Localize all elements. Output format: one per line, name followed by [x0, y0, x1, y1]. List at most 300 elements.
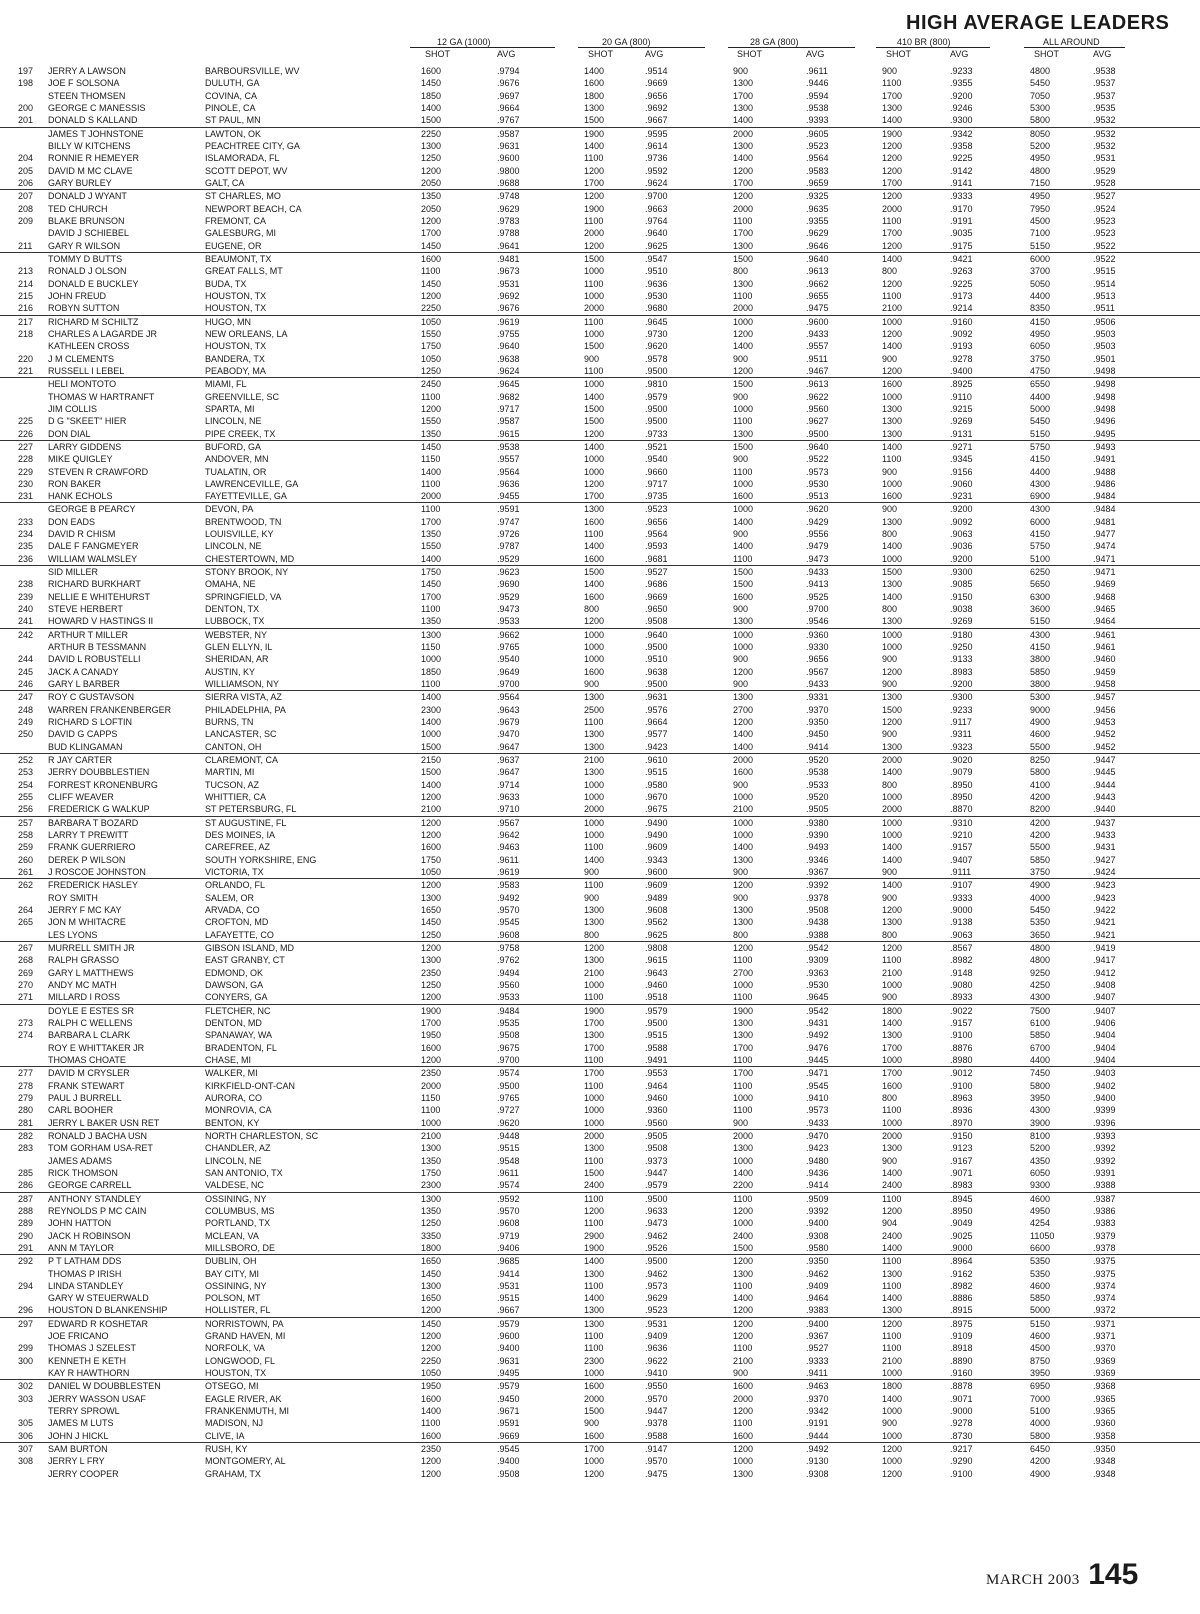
avg-cell: .9500 [645, 1017, 668, 1028]
avg-cell: .9531 [645, 1318, 668, 1329]
avg-cell: .9588 [645, 1430, 668, 1441]
shot-cell: 6300 [1030, 591, 1051, 602]
avg-cell: .8983 [950, 666, 973, 677]
shot-cell: 900 [584, 353, 600, 364]
avg-cell: .9374 [1093, 1293, 1116, 1304]
shot-cell: 9300 [1030, 1180, 1051, 1191]
avg-cell: .9733 [645, 428, 668, 439]
shot-cell: 4250 [1030, 979, 1051, 990]
avg-cell: .9464 [1093, 616, 1116, 627]
name-cell: BILLY W KITCHENS [48, 140, 131, 151]
avg-cell: .8982 [950, 1280, 973, 1291]
avg-header: AVG [1093, 49, 1112, 59]
shot-cell: 1600 [421, 66, 442, 76]
city-cell: EUGENE, OR [205, 240, 262, 251]
table-row [0, 215, 1200, 227]
city-cell: WHITTIER, CA [205, 792, 266, 803]
shot-cell: 1250 [421, 1218, 442, 1229]
name-cell: J ROSCOE JOHNSTON [48, 867, 146, 877]
avg-header: AVG [806, 49, 825, 59]
shot-cell: 1200 [882, 942, 903, 953]
avg-cell: .9300 [950, 692, 973, 703]
table-row [0, 114, 1200, 126]
table-row [0, 102, 1200, 114]
avg-cell: .9535 [1093, 102, 1116, 113]
avg-cell: .9500 [645, 403, 668, 414]
category-underline [1024, 47, 1125, 48]
avg-cell: .9533 [497, 616, 520, 627]
shot-cell: 1400 [733, 115, 754, 126]
shot-cell: 5500 [1030, 842, 1051, 853]
avg-cell: .9444 [806, 1430, 829, 1441]
shot-cell: 4500 [1030, 215, 1051, 226]
shot-cell: 2300 [421, 1180, 442, 1191]
shot-cell: 4800 [1030, 66, 1051, 76]
table-row [0, 302, 1200, 314]
shot-cell: 800 [733, 266, 749, 277]
shot-cell: 1800 [421, 1242, 442, 1253]
shot-cell: 1300 [584, 1318, 605, 1329]
avg-cell: .9480 [806, 1155, 829, 1166]
avg-cell: .9387 [1093, 1193, 1116, 1204]
avg-cell: .9170 [950, 203, 973, 214]
shot-cell: 1350 [421, 616, 442, 627]
avg-cell: .9200 [950, 504, 973, 515]
avg-cell: .8870 [950, 804, 973, 815]
shot-cell: 1900 [421, 1005, 442, 1016]
table-row [0, 1104, 1200, 1116]
avg-cell: .9545 [806, 1080, 829, 1091]
table-row [0, 779, 1200, 791]
avg-cell: .9200 [950, 553, 973, 564]
name-cell: KATHLEEN CROSS [48, 341, 130, 352]
table-row [0, 540, 1200, 552]
city-cell: BANDERA, TX [205, 353, 265, 364]
shot-cell: 1000 [882, 391, 903, 402]
shot-cell: 1900 [584, 1005, 605, 1016]
avg-cell: .9638 [645, 666, 668, 677]
rank-cell: 282 [18, 1130, 34, 1141]
shot-cell: 2000 [882, 203, 903, 214]
avg-cell: .9400 [1093, 1092, 1116, 1103]
shot-cell: 1700 [882, 90, 903, 101]
shot-cell: 900 [733, 1368, 749, 1379]
shot-cell: 1000 [733, 1155, 754, 1166]
avg-cell: .9035 [950, 228, 973, 239]
shot-cell: 1800 [584, 90, 605, 101]
shot-cell: 4900 [1030, 1468, 1051, 1479]
city-cell: HOUSTON, TX [205, 341, 267, 352]
avg-cell: .9611 [497, 854, 519, 865]
avg-cell: .9484 [1093, 504, 1116, 515]
avg-cell: .9664 [497, 102, 520, 113]
avg-cell: .9727 [497, 1105, 520, 1116]
name-cell: NELLIE E WHITEHURST [48, 591, 151, 602]
shot-cell: 1200 [882, 165, 903, 176]
avg-cell: .9411 [806, 1368, 828, 1379]
shot-cell: 1000 [584, 1456, 605, 1467]
city-cell: TUALATIN, OR [205, 466, 267, 477]
rank-cell: 287 [18, 1193, 34, 1204]
shot-cell: 5800 [1030, 1430, 1051, 1441]
avg-cell: .9542 [806, 1005, 829, 1016]
city-cell: NEW ORLEANS, LA [205, 328, 288, 339]
avg-cell: .9538 [497, 441, 520, 452]
name-cell: LINDA STANDLEY [48, 1280, 124, 1291]
avg-cell: .8980 [950, 1054, 973, 1065]
avg-cell: .9532 [1093, 140, 1116, 151]
shot-cell: 1100 [584, 842, 604, 853]
shot-cell: 1500 [584, 341, 605, 352]
shot-cell: 1300 [733, 240, 754, 251]
name-cell: LARRY GIDDENS [48, 441, 122, 452]
shot-cell: 4950 [1030, 191, 1051, 202]
avg-cell: .9664 [645, 717, 668, 728]
shot-cell: 1100 [882, 215, 902, 226]
avg-cell: .9310 [950, 817, 973, 828]
table-row [0, 1254, 1200, 1267]
rank-cell: 285 [18, 1167, 34, 1178]
avg-cell: .8950 [950, 792, 973, 803]
avg-cell: .9000 [950, 1242, 973, 1253]
avg-cell: .9342 [806, 1406, 829, 1417]
shot-cell: 1400 [733, 341, 754, 352]
name-cell: RALPH C WELLENS [48, 1017, 133, 1028]
shot-cell: 1200 [882, 904, 903, 915]
table-row [0, 1017, 1200, 1029]
table-row [0, 1393, 1200, 1405]
shot-cell: 900 [882, 892, 898, 903]
city-cell: WALKER, MI [205, 1068, 258, 1079]
shot-cell: 800 [882, 929, 898, 940]
city-cell: HOUSTON, TX [205, 1368, 267, 1379]
avg-cell: .9438 [806, 917, 829, 928]
shot-cell: 1100 [733, 1105, 753, 1116]
name-cell: SAM BURTON [48, 1444, 108, 1455]
name-cell: STEVEN R CRAWFORD [48, 466, 149, 477]
avg-cell: .9300 [950, 115, 973, 126]
shot-cell: 1500 [882, 567, 903, 578]
name-cell: RALPH GRASSO [48, 955, 120, 966]
shot-cell: 1000 [584, 779, 605, 790]
avg-cell: .9646 [806, 240, 829, 251]
shot-cell: 6550 [1030, 379, 1051, 390]
city-cell: OSSINING, NY [205, 1193, 267, 1204]
avg-cell: .9591 [497, 504, 520, 515]
avg-cell: .9717 [497, 403, 520, 414]
shot-cell: 1100 [733, 1343, 753, 1354]
rank-cell: 249 [18, 717, 34, 728]
avg-cell: .9576 [645, 704, 668, 715]
shot-cell: 1200 [421, 1456, 442, 1467]
shot-cell: 2000 [733, 128, 754, 139]
rank-cell: 261 [18, 867, 34, 877]
avg-cell: .9471 [1093, 567, 1116, 578]
avg-cell: .9348 [1093, 1468, 1116, 1479]
avg-cell: .9605 [806, 128, 829, 139]
table-row [0, 1330, 1200, 1342]
avg-cell: .9615 [645, 955, 668, 966]
avg-cell: .9217 [950, 1444, 973, 1455]
avg-cell: .9580 [806, 1242, 829, 1253]
shot-cell: 900 [882, 679, 898, 690]
shot-cell: 1650 [421, 904, 442, 915]
name-cell: ANN M TAYLOR [48, 1242, 115, 1253]
shot-cell: 2350 [421, 1444, 442, 1455]
avg-cell: .9531 [497, 1280, 520, 1291]
avg-cell: .9726 [497, 529, 520, 540]
avg-cell: .9392 [1093, 1155, 1116, 1166]
shot-cell: 900 [882, 867, 898, 877]
shot-cell: 1300 [733, 854, 754, 865]
avg-cell: .9500 [645, 416, 668, 427]
shot-cell: 1000 [584, 466, 605, 477]
city-cell: FREMONT, CA [205, 215, 267, 226]
leaders-table [0, 65, 1200, 1480]
shot-cell: 1600 [584, 516, 605, 527]
shot-cell: 1600 [584, 78, 605, 89]
avg-cell: .9463 [806, 1381, 829, 1392]
shot-cell: 5850 [1030, 666, 1051, 677]
avg-cell: .9523 [645, 1305, 668, 1316]
city-cell: MONROVIA, CA [205, 1105, 272, 1116]
avg-cell: .9496 [1093, 416, 1116, 427]
name-cell: KAY R HAWTHORN [48, 1368, 130, 1379]
avg-cell: .9038 [950, 604, 973, 615]
shot-cell: 1400 [882, 253, 903, 264]
avg-cell: .9573 [645, 1280, 668, 1291]
avg-cell: .9570 [645, 1456, 668, 1467]
avg-cell: .9758 [497, 942, 520, 953]
shot-cell: 1600 [733, 491, 754, 502]
avg-cell: .9150 [950, 1130, 973, 1141]
shot-cell: 900 [882, 466, 898, 477]
avg-cell: .9107 [950, 880, 973, 891]
avg-cell: .9393 [1093, 1130, 1116, 1141]
shot-cell: 4200 [1030, 830, 1051, 841]
name-cell: FRANK GUERRIERO [48, 842, 136, 853]
shot-cell: 1700 [733, 90, 754, 101]
avg-cell: .9730 [645, 328, 668, 339]
name-cell: JOE FRICANO [48, 1331, 109, 1342]
avg-cell: .9409 [806, 1280, 829, 1291]
shot-cell: 1700 [882, 228, 903, 239]
avg-cell: .9110 [950, 391, 972, 402]
rank-cell: 201 [18, 115, 34, 126]
avg-cell: .9520 [806, 755, 829, 766]
avg-cell: .9530 [806, 478, 829, 489]
shot-cell: 2250 [421, 303, 442, 314]
shot-cell: 1600 [882, 491, 903, 502]
name-cell: ANTHONY STANDLEY [48, 1193, 142, 1204]
rank-cell: 209 [18, 215, 34, 226]
city-cell: LAFAYETTE, CO [205, 929, 274, 940]
shot-cell: 1000 [733, 1218, 754, 1229]
avg-cell: .9370 [1093, 1343, 1116, 1354]
shot-cell: 1000 [733, 478, 754, 489]
shot-cell: 1200 [733, 1205, 754, 1216]
shot-cell: 5200 [1030, 1143, 1051, 1154]
city-cell: KIRKFIELD-ONT-CAN [205, 1080, 296, 1091]
shot-cell: 900 [882, 729, 898, 740]
rank-cell: 248 [18, 704, 34, 715]
avg-cell: .9462 [645, 1268, 668, 1279]
shot-cell: 5100 [1030, 1406, 1051, 1417]
avg-cell: .9640 [497, 341, 520, 352]
avg-cell: .8878 [950, 1381, 973, 1392]
shot-cell: 1600 [882, 1080, 903, 1091]
avg-cell: .9681 [645, 553, 668, 564]
table-row [0, 878, 1200, 891]
shot-cell: 2100 [882, 303, 903, 314]
avg-cell: .9735 [645, 491, 668, 502]
shot-cell: 4900 [1030, 717, 1051, 728]
shot-cell: 1300 [733, 1017, 754, 1028]
city-cell: LINCOLN, NE [205, 1155, 262, 1166]
shot-cell: 1300 [733, 140, 754, 151]
shot-cell: 4200 [1030, 1456, 1051, 1467]
shot-cell: 3700 [1030, 266, 1051, 277]
shot-cell: 1000 [882, 830, 903, 841]
shot-cell: 1300 [733, 1030, 754, 1041]
shot-cell: 2500 [584, 704, 605, 715]
rank-cell: 240 [18, 604, 34, 615]
avg-cell: .9645 [497, 379, 520, 390]
city-cell: GREAT FALLS, MT [205, 266, 283, 277]
city-cell: HOUSTON, TX [205, 290, 267, 301]
avg-cell: .9464 [806, 1293, 829, 1304]
avg-cell: .9538 [806, 767, 829, 778]
rank-cell: 259 [18, 842, 34, 853]
avg-cell: .9391 [1093, 1167, 1116, 1178]
city-cell: VALDESE, NC [205, 1180, 264, 1191]
name-cell: WILLIAM WALMSLEY [48, 553, 138, 564]
avg-cell: .9458 [1093, 679, 1116, 690]
avg-cell: .9348 [1093, 1456, 1116, 1467]
shot-cell: 4150 [1030, 642, 1051, 653]
avg-cell: .9100 [950, 1030, 973, 1041]
avg-cell: .9619 [497, 867, 520, 877]
avg-cell: .9673 [497, 266, 520, 277]
shot-cell: 1100 [733, 553, 753, 564]
city-cell: DUBLIN, OH [205, 1256, 257, 1267]
table-row [0, 189, 1200, 202]
avg-cell: .9640 [645, 629, 668, 640]
shot-cell: 1000 [733, 642, 754, 653]
table-row [0, 1042, 1200, 1054]
table-row [0, 77, 1200, 89]
avg-cell: .9424 [1093, 867, 1116, 877]
table-row [0, 653, 1200, 665]
shot-cell: 1400 [733, 541, 754, 552]
avg-cell: .9764 [645, 215, 668, 226]
shot-cell: 1600 [584, 1430, 605, 1441]
avg-cell: .9492 [806, 1444, 829, 1455]
name-cell: R JAY CARTER [48, 755, 113, 766]
avg-cell: .8925 [950, 379, 973, 390]
avg-cell: .9157 [950, 1017, 973, 1028]
avg-cell: .9071 [950, 1393, 973, 1404]
avg-cell: .9570 [497, 1205, 520, 1216]
avg-cell: .9448 [497, 1130, 520, 1141]
avg-cell: .9079 [950, 767, 973, 778]
shot-cell: 4300 [1030, 504, 1051, 515]
shot-cell: 900 [733, 529, 749, 540]
avg-cell: .9193 [950, 341, 973, 352]
avg-cell: .9685 [497, 1256, 520, 1267]
avg-cell: .9417 [1093, 955, 1116, 966]
city-cell: GRAND HAVEN, MI [205, 1331, 286, 1342]
rank-cell: 197 [18, 66, 34, 76]
shot-cell: 1000 [584, 1117, 605, 1128]
shot-cell: 3950 [1030, 1368, 1051, 1379]
avg-cell: .9633 [497, 792, 520, 803]
avg-cell: .9290 [950, 1456, 973, 1467]
shot-cell: 1100 [882, 1331, 902, 1342]
table-row [0, 290, 1200, 302]
avg-cell: .9527 [1093, 191, 1116, 202]
avg-cell: .9370 [806, 704, 829, 715]
shot-cell: 1600 [421, 253, 442, 264]
shot-cell: 1900 [882, 128, 903, 139]
shot-cell: 2000 [733, 303, 754, 314]
rank-cell: 213 [18, 266, 34, 277]
table-row [0, 1129, 1200, 1142]
city-cell: ORLANDO, FL [205, 880, 266, 891]
avg-cell: .9505 [645, 1130, 668, 1141]
city-cell: DULUTH, GA [205, 78, 260, 89]
shot-cell: 1200 [421, 1331, 442, 1342]
city-cell: ISLAMORADA, FL [205, 153, 280, 164]
shot-cell: 1200 [882, 278, 903, 289]
table-row [0, 127, 1200, 140]
shot-cell: 4950 [1030, 153, 1051, 164]
shot-cell: 1300 [882, 102, 903, 113]
shot-cell: 1200 [733, 165, 754, 176]
table-row [0, 816, 1200, 829]
city-cell: BENTON, KY [205, 1117, 260, 1128]
avg-cell: .9600 [497, 1331, 520, 1342]
shot-cell: 1350 [421, 191, 442, 202]
avg-cell: .9564 [806, 153, 829, 164]
shot-cell: 7050 [1030, 90, 1051, 101]
shot-cell: 1400 [584, 579, 605, 590]
name-cell: GARY R WILSON [48, 240, 121, 251]
shot-cell: 1200 [882, 1318, 903, 1329]
city-cell: SCOTT DEPOT, WV [205, 165, 288, 176]
avg-cell: .9463 [497, 842, 520, 853]
avg-cell: .9365 [1093, 1393, 1116, 1404]
shot-cell: 6450 [1030, 1444, 1051, 1455]
shot-cell: 1100 [733, 955, 753, 966]
shot-cell: 1700 [733, 177, 754, 188]
avg-cell: .9447 [1093, 755, 1116, 766]
avg-cell: .9643 [645, 967, 668, 978]
table-row [0, 391, 1200, 403]
shot-cell: 1200 [733, 717, 754, 728]
name-cell: MILLARD I ROSS [48, 992, 121, 1003]
rank-cell: 289 [18, 1218, 34, 1229]
avg-cell: .8936 [950, 1105, 973, 1116]
shot-cell: 1600 [421, 1430, 442, 1441]
shot-cell: 1100 [882, 454, 902, 465]
avg-cell: .9614 [645, 140, 668, 151]
shot-cell: 1000 [733, 403, 754, 414]
avg-cell: .9180 [950, 629, 973, 640]
shot-cell: 2900 [584, 1230, 605, 1241]
table-row [0, 440, 1200, 453]
avg-cell: .9697 [497, 90, 520, 101]
